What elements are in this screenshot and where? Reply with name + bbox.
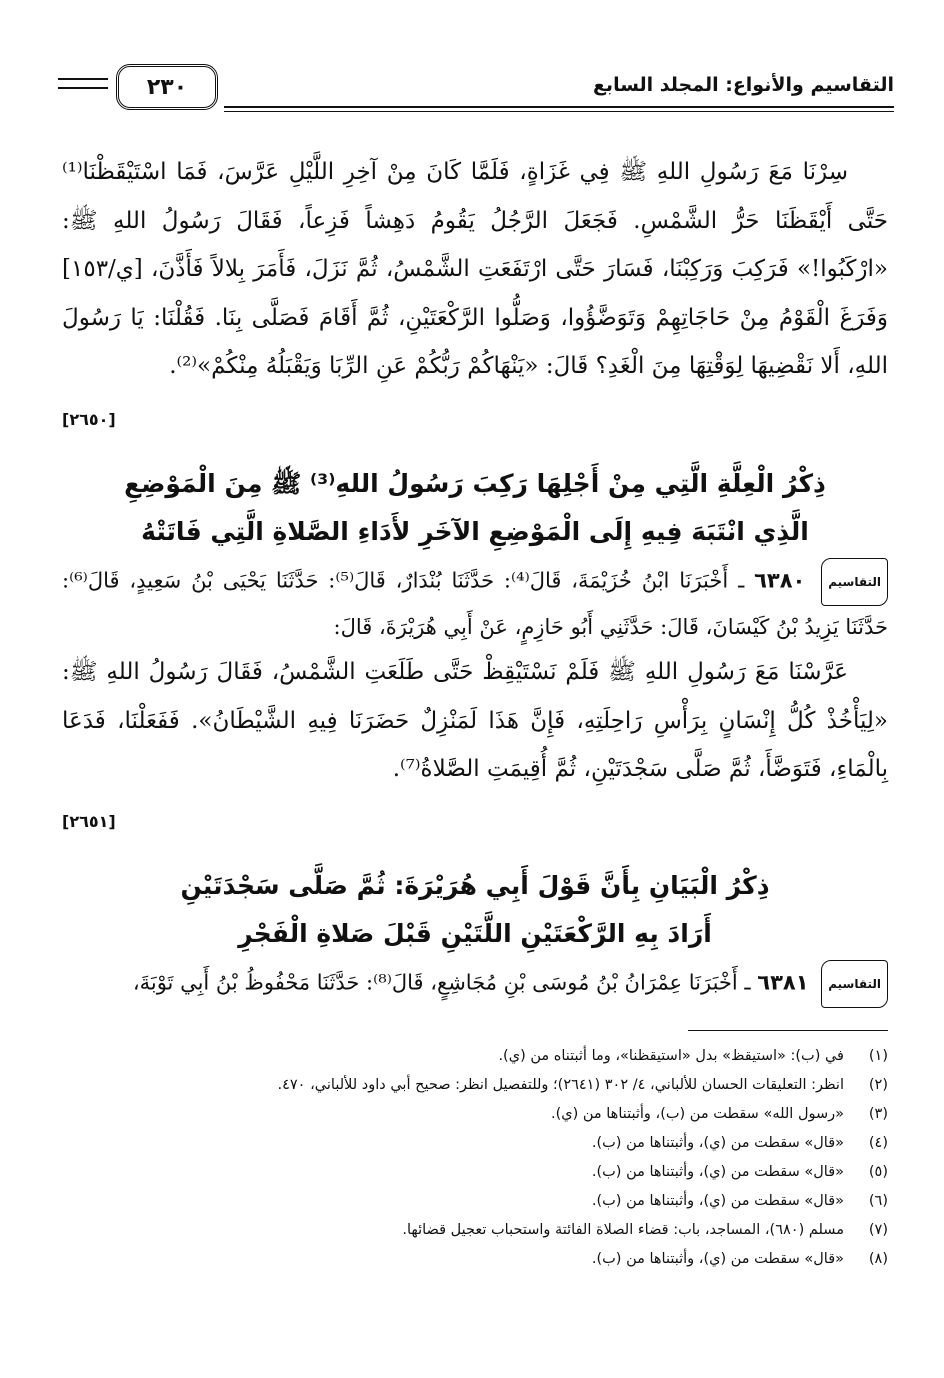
footnote-number: (٧) bbox=[868, 1222, 888, 1238]
page-header bbox=[58, 64, 894, 124]
paragraph-text: عَرَّسْنَا مَعَ رَسُولِ اللهِ ﷺ فَلَمْ نَسْتَيْقِظْ حَتَّى طَلَعَتِ الشَّمْسُ، فَقَالَ رَسُولُ اللهِ ﷺ: «لِيَأْخُذْ كُلُّ إِنْسَانٍ بِرَأْسِ رَاحِلَتِهِ، فَإِنَّ هَذَا لَمَنْزِلٌ حَضَرَنَا فِيهِ الشَّيْطَانُ». فَفَعَلْنَا، فَدَعَا بِالْمَاءِ، فَتَوَضَّأَ، ثُمَّ صَلَّى سَجْدَتَيْنِ، ثُمَّ أُقِيمَتِ الصَّلاةُ⁽⁷⁾. bbox=[62, 659, 888, 782]
hadith-paragraph-2 bbox=[62, 648, 888, 794]
header-rule-thin bbox=[224, 111, 894, 112]
chain-text: أَخْبَرَنَا عِمْرَانُ بْنُ مُوسَى بْنِ مُجَاشِعٍ، قَالَ⁽⁸⁾: حَدَّثَنَا مَحْفُوظُ بْنُ أَبِي تَوْبَةَ، bbox=[132, 970, 738, 995]
footnote-text: «قال» سقطت من (ي)، وأثبتناها من (ب). bbox=[591, 1164, 844, 1180]
footnote-text: انظر: التعليقات الحسان للألباني، ٤/ ٣٠٢ (٢٦٤١)؛ وللتفصيل انظر: صحيح أبي داود للألباني، ٤٧٠. bbox=[277, 1077, 844, 1093]
footnote-number: (٥) bbox=[868, 1164, 888, 1180]
heading-line: ذِكْرُ الْبَيَانِ بِأَنَّ قَوْلَ أَبِي هُرَيْرَةَ: ثُمَّ صَلَّى سَجْدَتَيْنِ bbox=[180, 871, 770, 900]
footnote-text: «رسول الله» سقطت من (ب)، وأثبتناها من (ي). bbox=[550, 1106, 844, 1122]
footnotes bbox=[62, 1042, 888, 1274]
chain-text: أَخْبَرَنَا ابْنُ خُزَيْمَةَ، قَالَ⁽⁴⁾: حَدَّثَنَا بُنْدَارٌ، قَالَ⁽⁵⁾: حَدَّثَنَا يَحْيَى بْنُ سَعِيدٍ، قَالَ⁽⁶⁾: حَدَّثَنَا يَزِيدُ بْنُ كَيْسَانَ، قَالَ: حَدَّثَنِي أَبُو حَازِمٍ، عَنْ أَبِي هُرَيْرَةَ، قَالَ: bbox=[62, 568, 888, 639]
header-ornament bbox=[58, 78, 108, 89]
footnote bbox=[62, 1216, 888, 1245]
heading-line: أَرَادَ بِهِ الرَّكْعَتَيْنِ اللَّتَيْنِ قَبْلَ صَلاةِ الْفَجْرِ bbox=[238, 919, 712, 948]
heading-line: ذِكْرُ الْعِلَّةِ الَّتِي مِنْ أَجْلِهَا رَكِبَ رَسُولُ اللهِ⁽³⁾ ﷺ مِنَ الْمَوْضِعِ bbox=[124, 469, 826, 498]
footnote-text: «قال» سقطت من (ي)، وأثبتناها من (ب). bbox=[591, 1135, 844, 1151]
footnote bbox=[62, 1158, 888, 1187]
taqasim-badge: التقاسيم bbox=[821, 960, 888, 1008]
hadith-reference-2: [٢٦٥١] bbox=[62, 812, 116, 831]
footnote-number: (٤) bbox=[868, 1135, 888, 1151]
footnote-text: «قال» سقطت من (ي)، وأثبتناها من (ب). bbox=[591, 1193, 844, 1209]
dash-separator: ـ bbox=[728, 568, 745, 593]
footnote-text: مسلم (٦٨٠)، المساجد، باب: قضاء الصلاة الفائتة واستحباب تعجيل قضائها. bbox=[402, 1222, 844, 1238]
header-rule bbox=[224, 106, 894, 108]
dash-separator: ـ bbox=[737, 970, 751, 995]
hadith-reference-1: [٢٦٥٠] bbox=[62, 410, 116, 429]
hadith-number: ٦٣٨١ bbox=[757, 970, 809, 995]
footnote-divider bbox=[688, 1030, 888, 1031]
footnote-number: (٢) bbox=[868, 1077, 888, 1093]
section-heading-2 bbox=[62, 862, 888, 958]
hadith-chain-1 bbox=[62, 558, 888, 648]
footnote bbox=[62, 1245, 888, 1274]
hadith-number: ٦٣٨٠ bbox=[754, 568, 806, 593]
hadith-paragraph-1 bbox=[62, 148, 888, 391]
footnote bbox=[62, 1071, 888, 1100]
footnote bbox=[62, 1042, 888, 1071]
running-title: التقاسيم والأنواع: المجلد السابع bbox=[592, 74, 894, 96]
paragraph-text: سِرْنَا مَعَ رَسُولِ اللهِ ﷺ فِي غَزَاةٍ، فَلَمَّا كَانَ مِنْ آخِرِ اللَّيْلِ عَرَّسَ، فَمَا اسْتَيْقَظْنَا⁽¹⁾ حَتَّى أَيْقَظَنَا حَرُّ الشَّمْسِ. فَجَعَلَ الرَّجُلُ يَقُومُ دَهِشاً فَزِعاً، فَقَالَ رَسُولُ اللهِ ﷺ: «ارْكَبُوا!» فَرَكِبَ وَرَكِبْنَا، فَسَارَ حَتَّى ارْتَفَعَتِ الشَّمْسُ، ثُمَّ نَزَلَ، فَأَمَرَ بِلالاً فَأَذَّنَ، [ي/١٥٣] وَفَرَغَ الْقَوْمُ مِنْ حَاجَاتِهِمْ وَتَوَضَّؤُوا، وَصَلُّوا الرَّكْعَتَيْنِ، ثُمَّ أَقَامَ فَصَلَّى بِنَا. فَقُلْنَا: يَا رَسُولَ اللهِ، أَلا نَقْضِيهَا لِوَقْتِهَا مِنَ الْغَدِ؟ قَالَ: «يَنْهَاكُمْ رَبُّكُمْ عَنِ الرِّبَا وَيَقْبَلُهُ مِنْكُمْ»⁽²⁾. bbox=[62, 159, 888, 379]
footnote bbox=[62, 1187, 888, 1216]
footnote-number: (٣) bbox=[868, 1106, 888, 1122]
footnote-number: (٨) bbox=[868, 1251, 888, 1267]
hadith-chain-2 bbox=[62, 960, 888, 1008]
taqasim-badge: التقاسيم bbox=[821, 558, 888, 606]
footnote-text: في (ب): «استيقظ» بدل «استيقظنا»، وما أثبتناه من (ي). bbox=[498, 1048, 844, 1064]
section-heading-1 bbox=[62, 460, 888, 556]
footnote-text: «قال» سقطت من (ي)، وأثبتناها من (ب). bbox=[591, 1251, 844, 1267]
page-number: ٢٣٠ bbox=[116, 64, 218, 110]
footnote-number: (٦) bbox=[868, 1193, 888, 1209]
footnote bbox=[62, 1129, 888, 1158]
heading-line: الَّذِي انْتَبَهَ فِيهِ إِلَى الْمَوْضِعِ الآخَرِ لأَدَاءِ الصَّلاةِ الَّتِي فَاتَتْهُ bbox=[141, 517, 809, 546]
footnote-number: (١) bbox=[868, 1048, 888, 1064]
footnote bbox=[62, 1100, 888, 1129]
